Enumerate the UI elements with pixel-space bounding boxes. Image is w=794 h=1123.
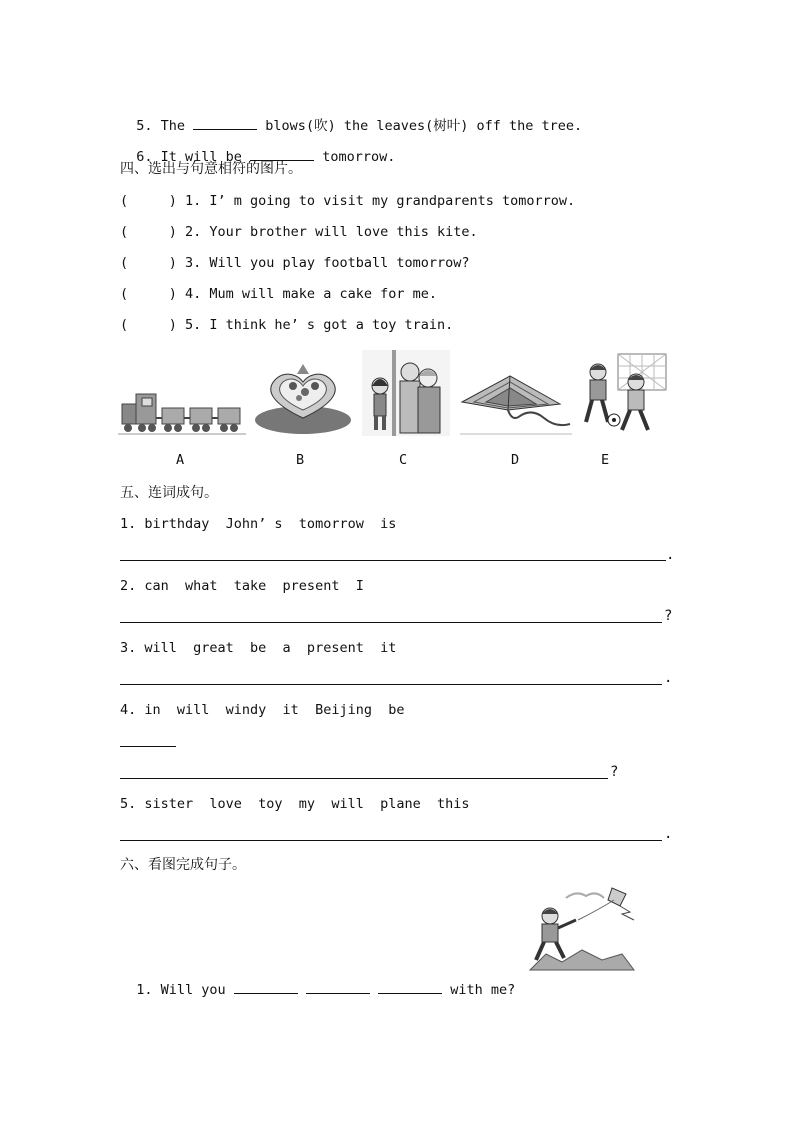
answer-blank[interactable] bbox=[250, 147, 314, 161]
cake-icon bbox=[253, 360, 353, 436]
end-mark-4: ? bbox=[610, 764, 619, 780]
answer-line-1[interactable] bbox=[120, 560, 666, 561]
match-item-5[interactable]: ( ) 5. I think he’ s got a toy train. bbox=[120, 317, 454, 333]
sentence-5-end: blows(吹) the leaves(树叶) off the tree. bbox=[257, 118, 583, 134]
answer-blank-3[interactable] bbox=[378, 980, 442, 994]
answer-line-5[interactable] bbox=[120, 840, 662, 841]
answer-line-4b[interactable] bbox=[120, 778, 608, 779]
picture-sentence-start: 1. Will you bbox=[136, 982, 234, 998]
picture-label-e: E bbox=[601, 452, 610, 468]
kite-icon bbox=[460, 372, 572, 436]
word-list-1: 1. birthday John’ s tomorrow is bbox=[120, 516, 397, 532]
match-item-3[interactable]: ( ) 3. Will you play football tomorrow? bbox=[120, 255, 470, 271]
answer-line-4a[interactable] bbox=[120, 746, 176, 747]
answer-blank[interactable] bbox=[193, 116, 257, 130]
picture-label-d: D bbox=[511, 452, 520, 468]
answer-blank-1[interactable] bbox=[234, 980, 298, 994]
boy-flying-kite-icon bbox=[526, 884, 636, 972]
sentence-6-start: 6. It will be bbox=[136, 149, 251, 165]
end-mark-3: . bbox=[664, 670, 673, 686]
picture-sentence-end: with me? bbox=[442, 982, 516, 998]
picture-sentence-1 bbox=[120, 962, 515, 999]
picture-label-a: A bbox=[176, 452, 185, 468]
picture-label-b: B bbox=[296, 452, 305, 468]
picture-label-c: C bbox=[399, 452, 408, 468]
section-5-heading: 五、连词成句。 bbox=[120, 485, 218, 501]
end-mark-1: . bbox=[666, 547, 675, 563]
match-item-1[interactable]: ( ) 1. I’ m going to visit my grandparents tomorrow. bbox=[120, 193, 576, 209]
answer-blank-2[interactable] bbox=[306, 980, 370, 994]
answer-line-2[interactable] bbox=[120, 622, 662, 623]
sentence-6-end: tomorrow. bbox=[314, 149, 396, 165]
section-6-heading: 六、看图完成句子。 bbox=[120, 857, 246, 873]
match-item-4[interactable]: ( ) 4. Mum will make a cake for me. bbox=[120, 286, 437, 302]
word-list-3: 3. will great be a present it bbox=[120, 640, 397, 656]
football-players-icon bbox=[578, 352, 668, 436]
answer-line-3[interactable] bbox=[120, 684, 662, 685]
end-mark-2: ? bbox=[664, 608, 673, 624]
toy-train-icon bbox=[118, 388, 246, 438]
sentence-5-start: 5. The bbox=[136, 118, 194, 134]
section-4-heading: 四、选出与句意相符的图片。 bbox=[120, 161, 302, 177]
match-item-2[interactable]: ( ) 2. Your brother will love this kite. bbox=[120, 224, 478, 240]
word-list-5: 5. sister love toy my will plane this bbox=[120, 796, 470, 812]
word-list-2: 2. can what take present I bbox=[120, 578, 364, 594]
word-list-4: 4. in will windy it Beijing be bbox=[120, 702, 405, 718]
grandparents-icon bbox=[362, 350, 450, 436]
end-mark-5: . bbox=[664, 826, 673, 842]
